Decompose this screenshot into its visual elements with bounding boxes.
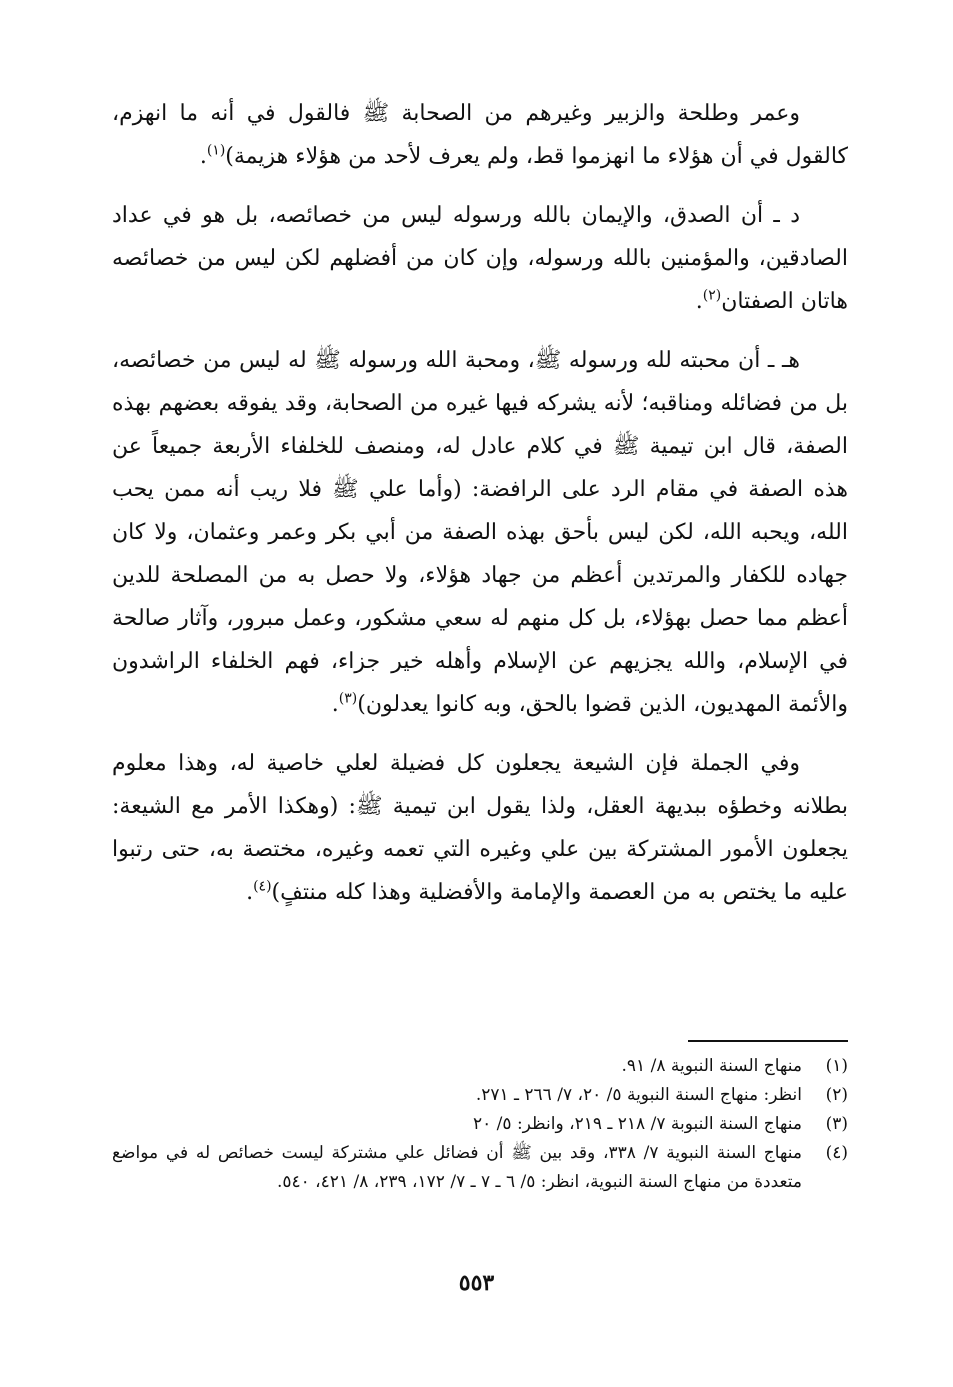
footnote-2 — [112, 1081, 848, 1110]
paragraph-3 — [112, 339, 848, 726]
paragraph-2-text: د ـ أن الصدق، والإيمان بالله ورسوله ليس من خصائصه، بل هو في عداد الصادقين، والمؤمنين بالله ورسوله، وإن كان من أفضلهم لكن ليس من خصائصه هاتان الصفتان — [112, 203, 848, 314]
paragraph-4 — [112, 742, 848, 914]
footnotes — [112, 1052, 848, 1197]
paragraph-2 — [112, 194, 848, 323]
footnote-ref-3[interactable]: (٣) — [338, 690, 358, 707]
footnote-1 — [112, 1052, 848, 1081]
footnote-ref-1[interactable]: (١) — [206, 142, 226, 159]
page-number: ٥٥٣ — [458, 1270, 495, 1296]
footnote-separator — [688, 1040, 848, 1042]
footnote-number: (٤) — [825, 1143, 848, 1163]
footnote-text: منهاج السنة النبوية ٧/ ٣٣٨، وقد بين ﷺ أن فضائل علي مشتركة ليست خصائص له في مواضع متعددة من منهاج السنة النبوية، انظر: ٥/ ٦ ـ ٧ ـ ٧/ ١٧٢، ٢٣٩، ٨/ ٤٢١، ٥٤٠. — [112, 1143, 802, 1192]
footnote-ref-4[interactable]: (٤) — [253, 878, 272, 895]
footnote-3 — [112, 1110, 848, 1139]
footnote-ref-2[interactable]: (٢) — [702, 287, 722, 304]
footnote-4 — [112, 1139, 848, 1197]
paragraph-4-tail: . — [246, 880, 254, 905]
paragraph-3-text: هـ ـ أن محبته لله ورسوله ﷺ، ومحبة الله ورسوله ﷺ له ليس من خصائصه، بل من فضائله ومناقبه؛ لأنه يشركه فيها غيره من الصحابة، وقد يفوقه بعضهم بهذه الصفة، قال ابن تيمية ﷺ في كلام عادل له، ومنصف للخلفاء الأربعة جميعاً عن هذه الصفة في مقام الرد على الرافضة: (وأما علي ﷺ فلا ريب أنه ممن يحب الله، ويحبه الله، لكن ليس بأحق بهذه الصفة من أبي بكر وعمر وعثمان، ولا كان جهاده للكفار والمرتدين أعظم من جهاد هؤلاء، ولا حصل به من المصلحة للدين أعظم مما حصل بهؤلاء، بل كل منهم له سعي مشكور، وعمل مبرور، وآثار صالحة في الإسلام، والله يجزيهم عن الإسلام وأهله خير جزاء، فهم الخلفاء الراشدون والأئمة المهديون، الذين قضوا بالحق، وبه كانوا يعدلون) — [112, 348, 848, 717]
paragraph-2-tail: . — [695, 289, 703, 314]
footnote-number: (١) — [825, 1056, 848, 1076]
paragraph-1 — [112, 92, 848, 178]
footnote-text: منهاج السنة النبوبة ٧/ ٢١٨ ـ ٢١٩، وانظر: ٥/ ٢٠ — [473, 1114, 802, 1134]
footnote-text: منهاج السنة النبوية ٨/ ٩١. — [621, 1056, 802, 1076]
paragraph-1-tail: . — [199, 144, 207, 169]
main-text — [112, 92, 848, 930]
paragraph-4-text: وفي الجملة فإن الشيعة يجعلون كل فضيلة لعلي خاصية له، وهذا معلوم بطلانه وخطؤه ببديهة العقل، ولذا يقول ابن تيمية ﷺ: (وهكذا الأمر مع الشيعة: يجعلون الأمور المشتركة بين علي وغيره التي تعمه وغيره، مختصة به، حتى رتبوا عليه ما يختص به من العصمة والإمامة والأفضلية وهذا كله منتفٍ) — [112, 751, 848, 905]
footnote-number: (٣) — [825, 1114, 848, 1134]
footnote-number: (٢) — [825, 1085, 848, 1105]
footnote-text: انظر: منهاج السنة النبوية ٥/ ٢٠، ٧/ ٢٦٦ ـ ٢٧١. — [475, 1085, 802, 1105]
paragraph-1-text: وعمر وطلحة والزبير وغيرهم من الصحابة ﷺ فالقول في أنه ما انهزم، كالقول في أن هؤلاء ما انهزموا قط، ولم يعرف لأحد من هؤلاء هزيمة) — [112, 101, 848, 169]
paragraph-3-tail: . — [331, 692, 339, 717]
